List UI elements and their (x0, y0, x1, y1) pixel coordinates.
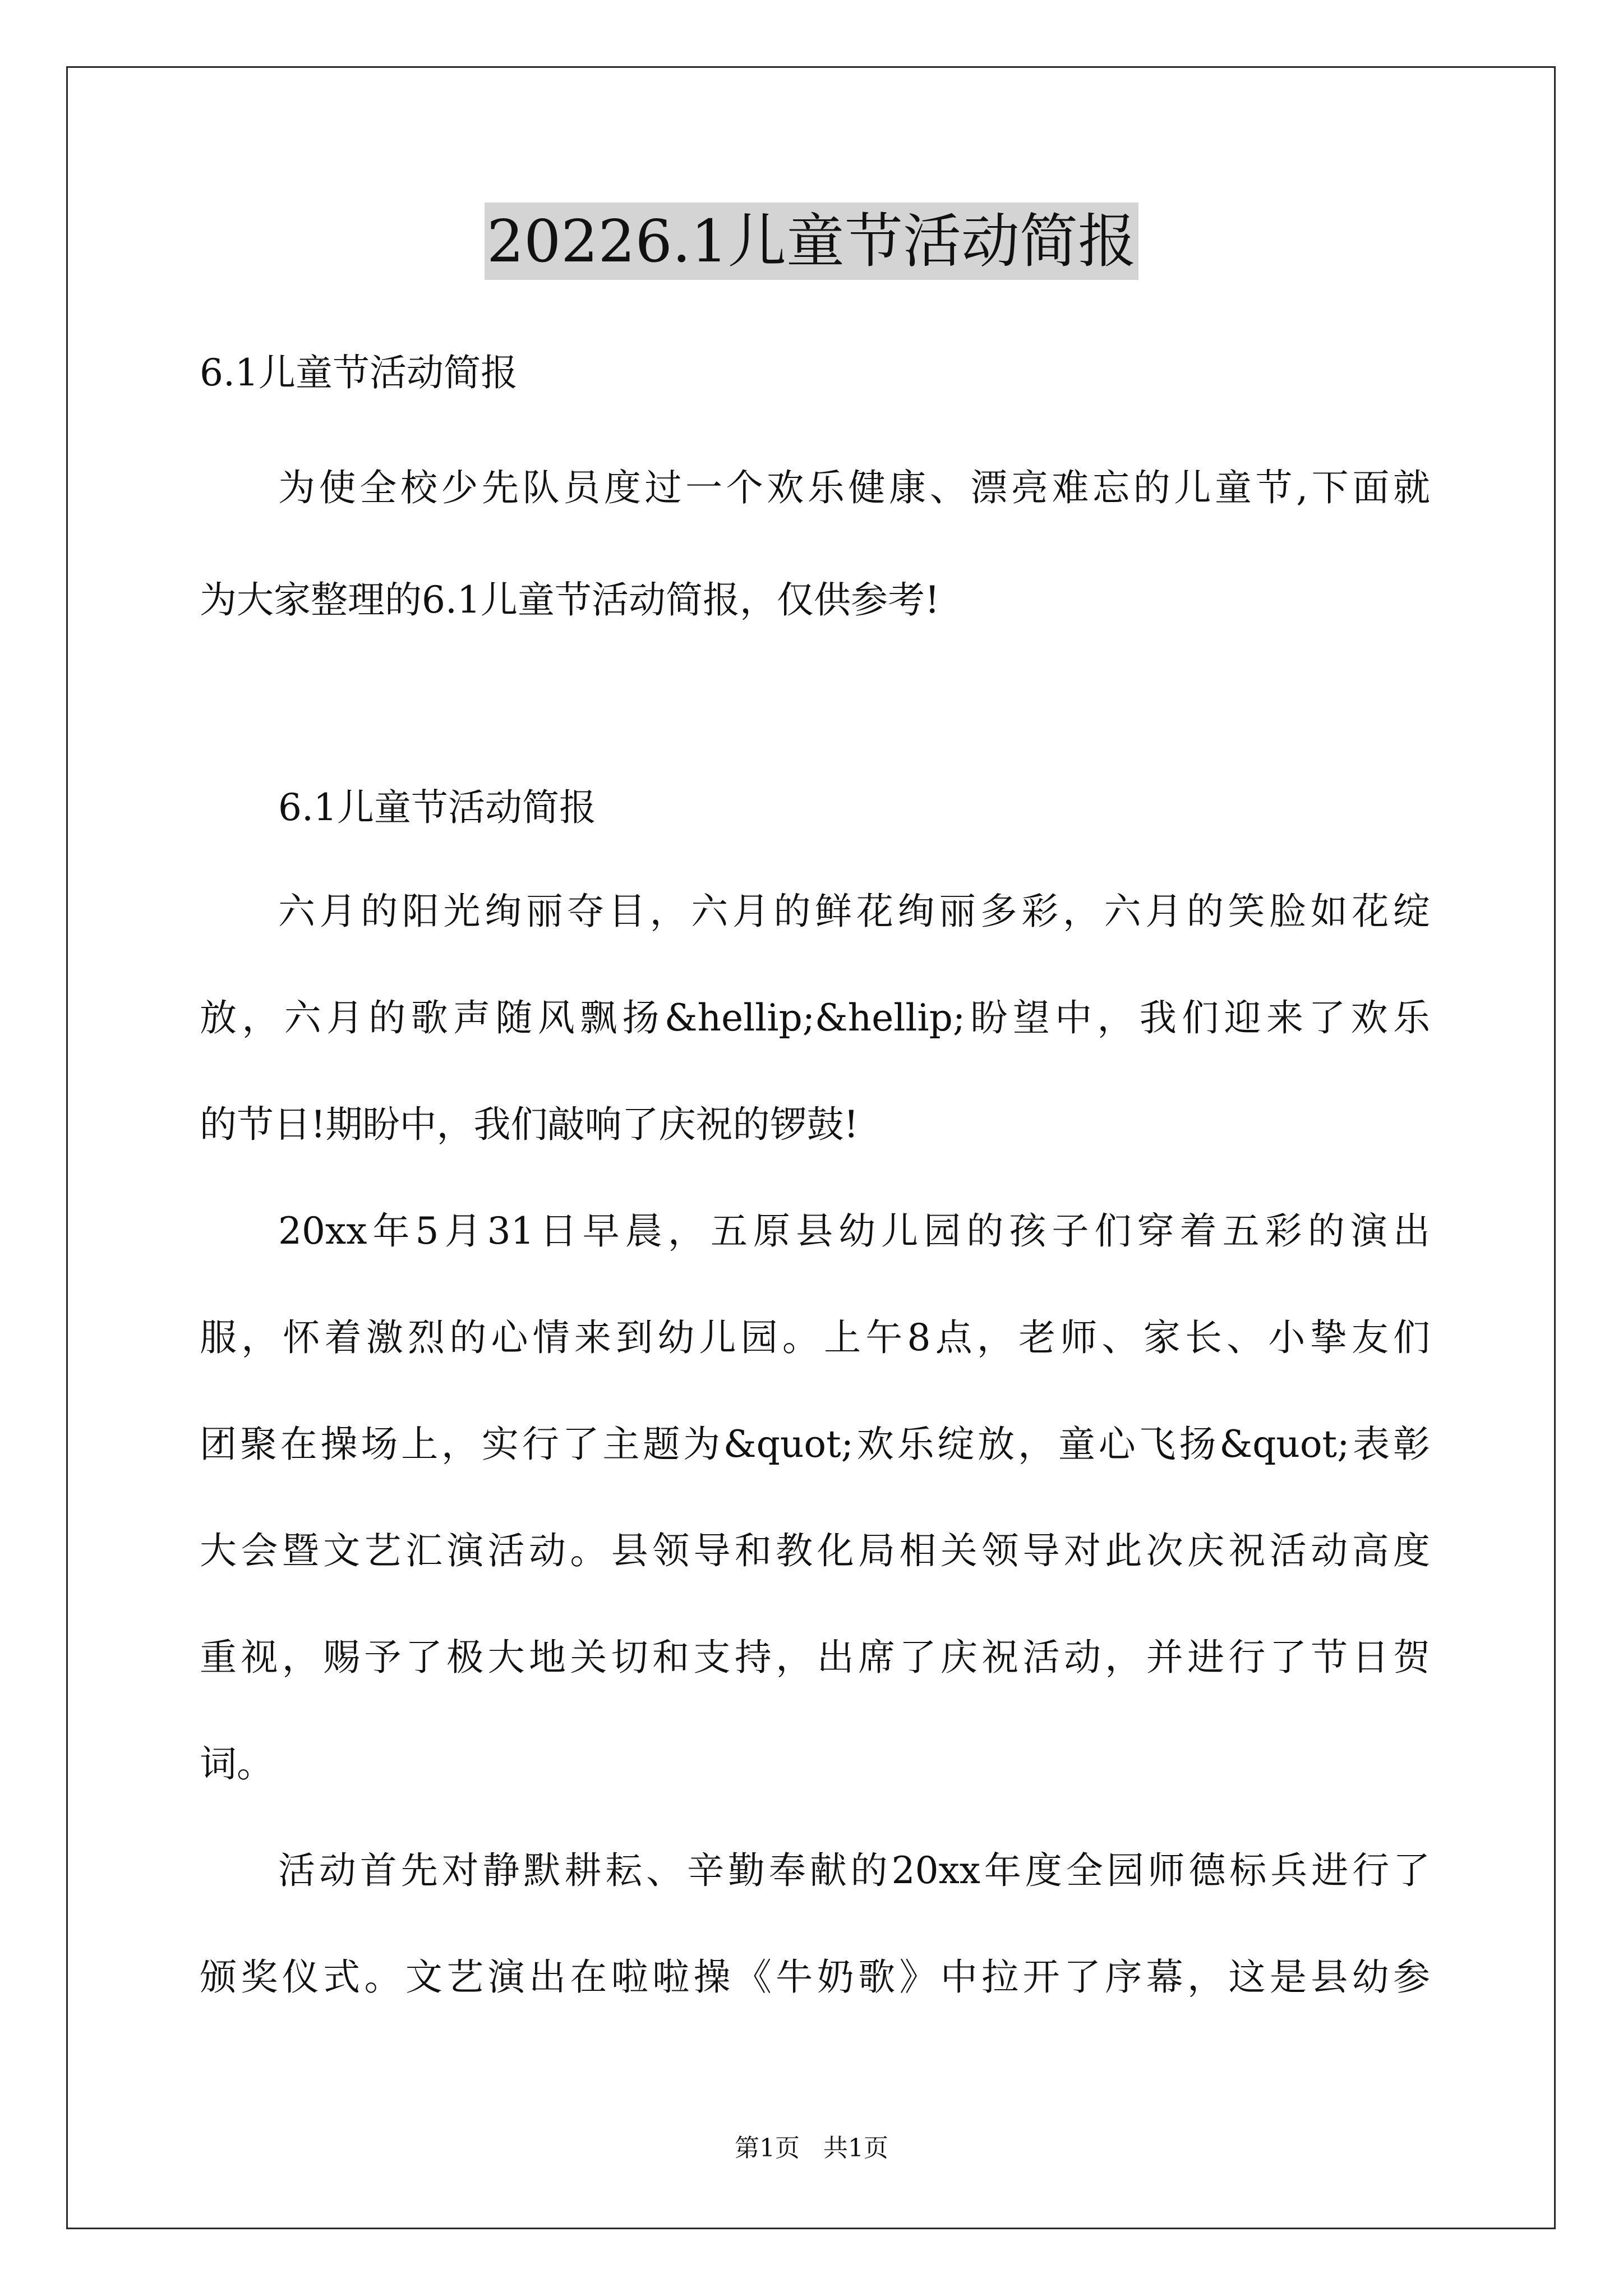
document-title-text: 20226.1儿童节活动简报 (485, 203, 1138, 280)
document-title (0, 199, 1623, 283)
page-footer: 第1页 共1页 (735, 2134, 888, 2162)
paragraph-line: 团聚在操场上，实行了主题为&quot;欢乐绽放，童心飞扬&quot;表彰 (200, 1423, 1430, 1466)
paragraph-line: 六月的阳光绚丽夺目，六月的鲜花绚丽多彩，六月的笑脸如花绽 (278, 890, 1430, 933)
paragraph-line: 颁奖仪式。文艺演出在啦啦操《牛奶歌》中拉开了序幕，这是县幼参 (200, 1955, 1430, 1999)
paragraph-line: 大会暨文艺汇演活动。县领导和教化局相关领导对此次庆祝活动高度 (200, 1529, 1430, 1572)
paragraph-line: 20xx年5月31日早晨，五原县幼儿园的孩子们穿着五彩的演出 (278, 1209, 1430, 1253)
paragraph-line: 重视，赐予了极大地关切和支持，出席了庆祝活动，并进行了节日贺 (200, 1636, 1430, 1679)
section-heading: 6.1儿童节活动简报 (278, 786, 596, 829)
paragraph-line: 词。 (200, 1742, 274, 1786)
paragraph-line: 的节日!期盼中，我们敲响了庆祝的锣鼓! (200, 1103, 859, 1146)
paragraph-line: 活动首先对静默耕耘、辛勤奉献的20xx年度全园师德标兵进行了 (278, 1849, 1430, 1892)
document-subtitle: 6.1儿童节活动简报 (200, 351, 518, 394)
paragraph-line: 放，六月的歌声随风飘扬&hellip;&hellip;盼望中，我们迎来了欢乐 (200, 996, 1430, 1039)
paragraph-line: 为使全校少先队员度过一个欢乐健康、漂亮难忘的儿童节,下面就 (278, 466, 1430, 509)
paragraph-line: 为大家整理的6.1儿童节活动简报，仅供参考! (200, 578, 940, 622)
paragraph-line: 服，怀着激烈的心情来到幼儿园。上午8点，老师、家长、小挚友们 (200, 1316, 1430, 1359)
